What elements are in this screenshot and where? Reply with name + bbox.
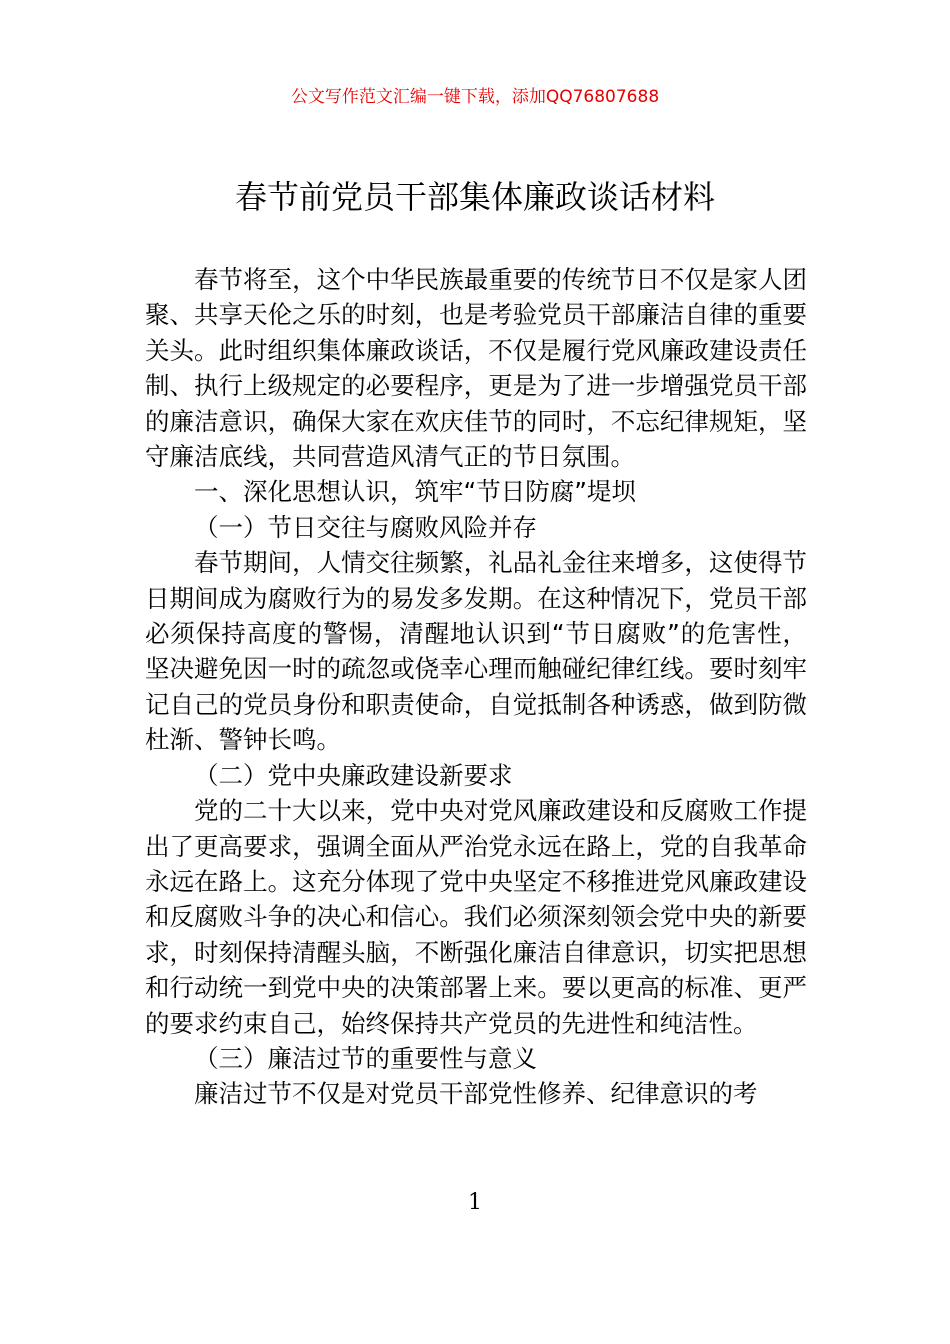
document-title: 春节前党员干部集体廉政谈话材料 [234, 178, 715, 216]
promo-banner: 公文写作范文汇编一键下载，添加QQ76807688 [290, 87, 660, 107]
body-paragraph: 廉洁过节不仅是对党员干部党性修养、纪律意识的考 [194, 1079, 758, 1109]
document-body [145, 262, 807, 1112]
section-heading-1: 一、深化思想认识，筑牢“节日防腐”堤坝 [194, 477, 636, 507]
body-paragraph: 春节期间，人情交往频繁，礼品礼金往来增多，这使得节日期间成为腐败行为的易发多发期。在这种情况下，党员干部必须保持高度的警惕，清醒地认识到“节日腐败”的危害性，坚决避免因一时的疏忽或侥幸心理而触碰纪律红线。要时刻牢记自己的党员身份和职责使命，自觉抵制各种诱惑，做到防微杜渐、警钟长鸣。 [145, 548, 807, 755]
subsection-heading-2: （二）党中央廉政建设新要求 [194, 760, 513, 790]
page-number: 1 [468, 1190, 482, 1215]
body-paragraph: 党的二十大以来，党中央对党风廉政建设和反腐败工作提出了更高要求，强调全面从严治党永远在路上，党的自我革命永远在路上。这充分体现了党中央坚定不移推进党风廉政建设和反腐败斗争的决心和信心。我们必须深刻领会党中央的新要求，时刻保持清醒头脑，不断强化廉洁自律意识，切实把思想和行动统一到党中央的决策部署上来。要以更高的标准、更严的要求约束自己，始终保持共产党员的先进性和纯洁性。 [145, 796, 807, 1038]
subsection-heading-3: （三）廉洁过节的重要性与意义 [194, 1043, 537, 1073]
intro-paragraph: 春节将至，这个中华民族最重要的传统节日不仅是家人团聚、共享天伦之乐的时刻，也是考验党员干部廉洁自律的重要关头。此时组织集体廉政谈话，不仅是履行党风廉政建设责任制、执行上级规定的必要程序，更是为了进一步增强党员干部的廉洁意识，确保大家在欢庆佳节的同时，不忘纪律规矩，坚守廉洁底线，共同营造风清气正的节日氛围。 [145, 265, 807, 472]
subsection-heading-1: （一）节日交往与腐败风险并存 [194, 512, 537, 542]
